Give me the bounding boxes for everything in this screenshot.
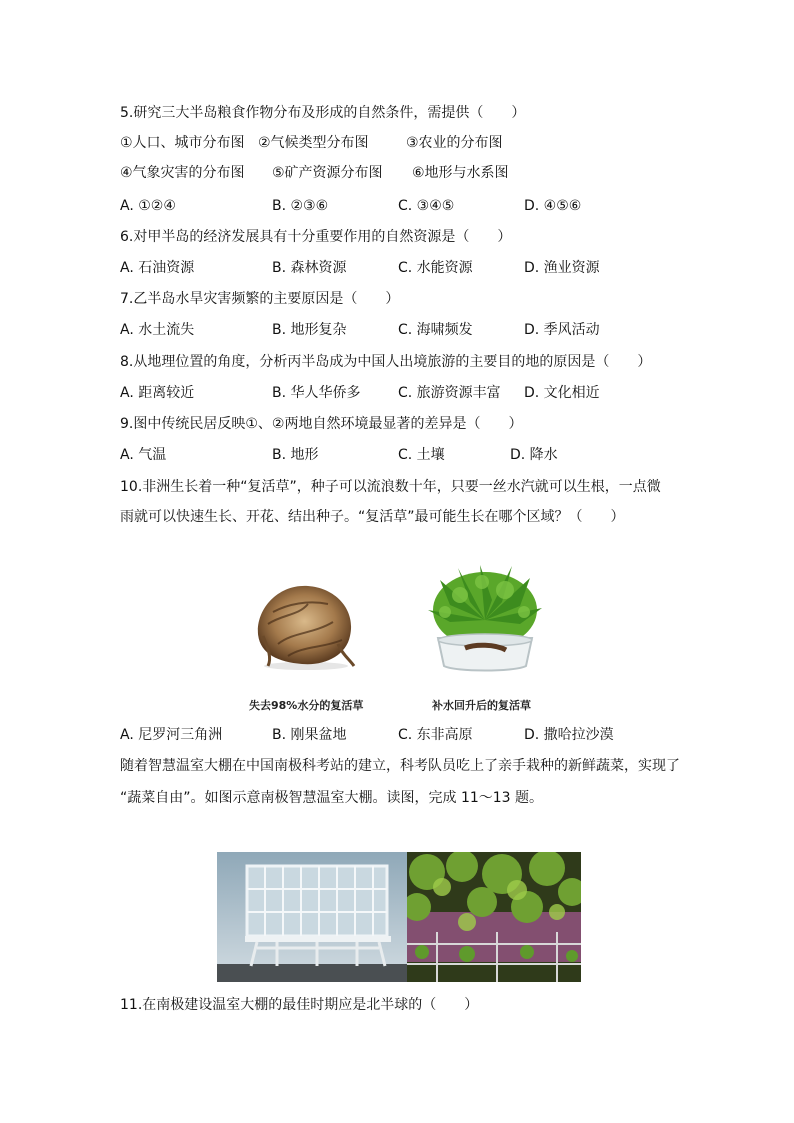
q5-stem: 5.研究三大半岛粮食作物分布及形成的自然条件，需提供（ ） <box>120 105 526 121</box>
greenhouse-interior-image <box>407 852 581 982</box>
q9-option-a: A. 气温 <box>120 447 167 463</box>
q7-option-a: A. 水土流失 <box>120 322 195 338</box>
intro-line2: “蔬菜自由”。如图示意南极智慧温室大棚。读图，完成 11～13 题。 <box>120 790 544 806</box>
q5-option-d: D. ④⑤⑥ <box>524 198 582 214</box>
q9-option-d: D. 降水 <box>510 447 558 463</box>
q10-option-b: B. 刚果盆地 <box>272 727 347 743</box>
q6-option-d: D. 渔业资源 <box>524 260 600 276</box>
q9-stem: 9.图中传统民居反映①、②两地自然环境最显著的差异是（ ） <box>120 416 523 432</box>
q10-option-c: C. 东非高原 <box>398 727 473 743</box>
q8-option-d: D. 文化相近 <box>524 385 600 401</box>
caption-dried-plant: 失去98%水分的复活草 <box>249 699 364 712</box>
q6-stem: 6.对甲半岛的经济发展具有十分重要作用的自然资源是（ ） <box>120 229 512 245</box>
q5-item-4: ④气象灾害的分布图 <box>120 165 245 181</box>
q8-stem: 8.从地理位置的角度，分析丙半岛成为中国人出境旅游的主要目的地的原因是（ ） <box>120 354 652 370</box>
q6-option-a: A. 石油资源 <box>120 260 195 276</box>
q10-option-d: D. 撒哈拉沙漠 <box>524 727 614 743</box>
q7-option-d: D. 季风活动 <box>524 322 600 338</box>
green-plant-image <box>420 560 550 675</box>
q8-option-b: B. 华人华侨多 <box>272 385 361 401</box>
dried-plant-image <box>238 574 368 674</box>
q10-option-a: A. 尼罗河三角洲 <box>120 727 223 743</box>
q9-option-c: C. 土壤 <box>398 447 445 463</box>
q5-item-1: ①人口、城市分布图 <box>120 135 245 151</box>
q7-option-c: C. 海啸频发 <box>398 322 473 338</box>
q5-option-b: B. ②③⑥ <box>272 198 329 214</box>
q9-option-b: B. 地形 <box>272 447 319 463</box>
q7-stem: 7.乙半岛水旱灾害频繁的主要原因是（ ） <box>120 291 400 307</box>
q5-item-6: ⑥地形与水系图 <box>412 165 509 181</box>
q10-stem-line1: 10.非洲生长着一种“复活草”，种子可以流浪数十年，只要一丝水汽就可以生根，一点微 <box>120 479 661 495</box>
q8-option-c: C. 旅游资源丰富 <box>398 385 501 401</box>
greenhouse-exterior-image <box>217 852 407 982</box>
q5-item-3: ③农业的分布图 <box>406 135 503 151</box>
q11-stem: 11.在南极建设温室大棚的最佳时期应是北半球的（ ） <box>120 997 479 1013</box>
q5-item-2: ②气候类型分布图 <box>258 135 369 151</box>
q6-option-c: C. 水能资源 <box>398 260 473 276</box>
q5-item-5: ⑤矿产资源分布图 <box>272 165 383 181</box>
q5-option-c: C. ③④⑤ <box>398 198 455 214</box>
intro-line1: 随着智慧温室大棚在中国南极科考站的建立，科考队员吃上了亲手栽种的新鲜蔬菜，实现了 <box>120 758 680 774</box>
q7-option-b: B. 地形复杂 <box>272 322 347 338</box>
q5-option-a: A. ①②④ <box>120 198 176 214</box>
caption-green-plant: 补水回升后的复活草 <box>432 699 531 712</box>
q6-option-b: B. 森林资源 <box>272 260 347 276</box>
q10-stem-line2: 雨就可以快速生长、开花、结出种子。“复活草”最可能生长在哪个区域？（ ） <box>120 509 625 525</box>
q8-option-a: A. 距离较近 <box>120 385 195 401</box>
